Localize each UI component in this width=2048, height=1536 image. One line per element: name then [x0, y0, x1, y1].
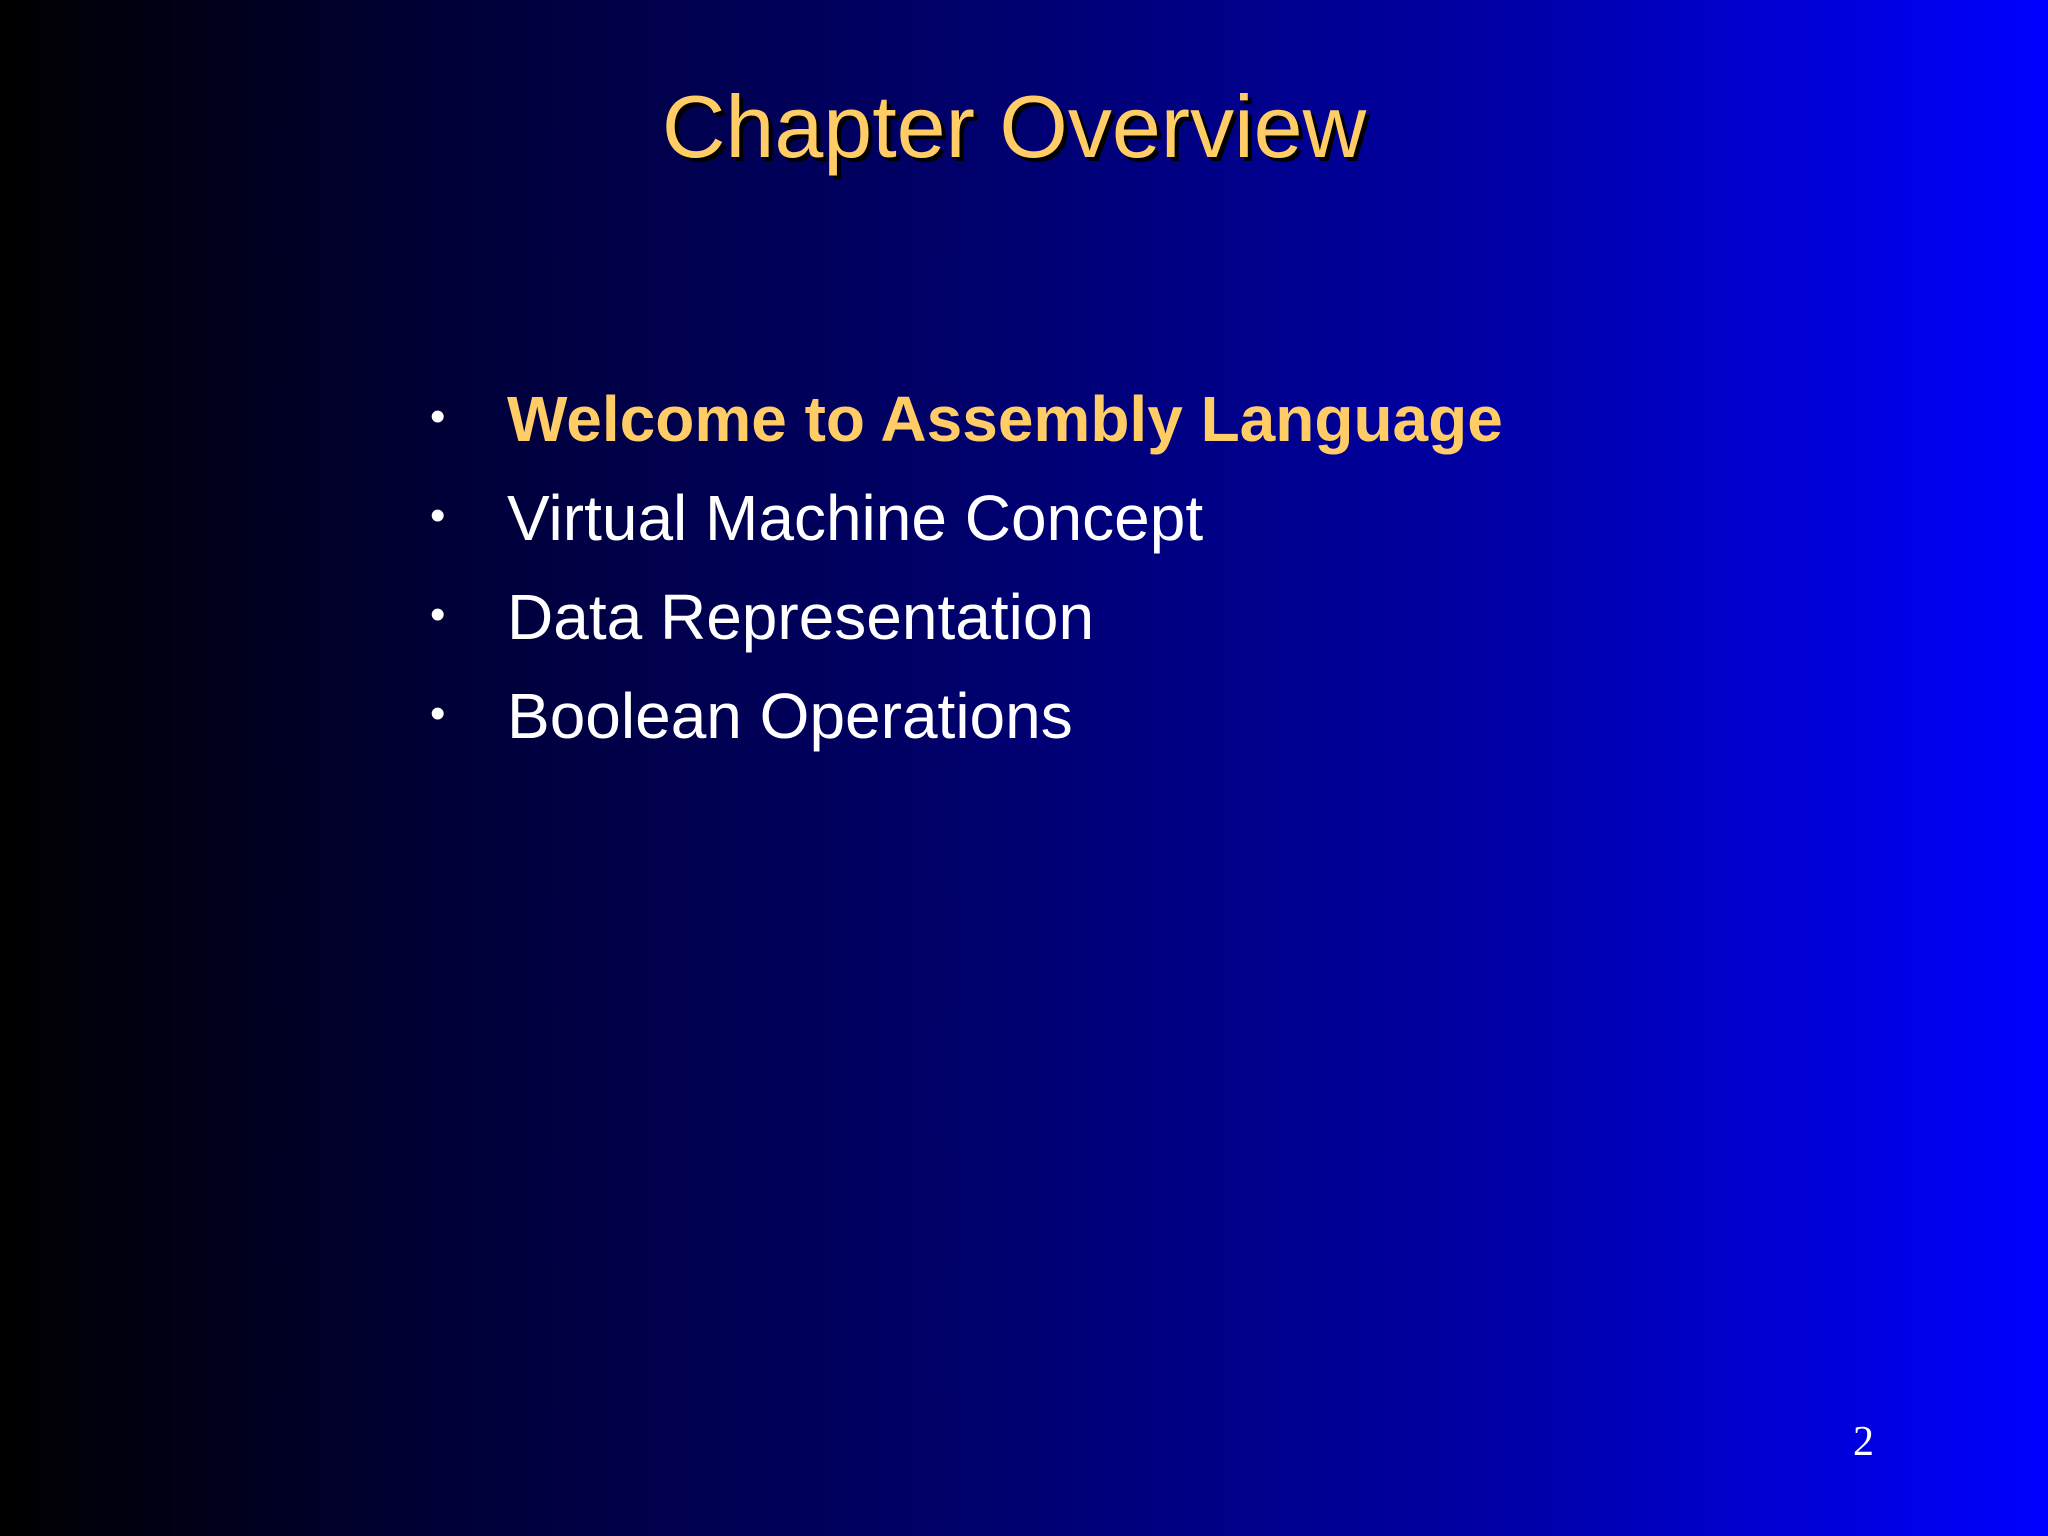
bullet-icon: •	[430, 590, 446, 639]
bullet-text: Welcome to Assembly Language	[507, 383, 1503, 455]
bullet-icon: •	[430, 689, 446, 738]
bullet-item-welcome	[430, 370, 1503, 469]
bullet-list	[430, 370, 1503, 766]
slide-title: Chapter Overview	[661, 77, 1367, 176]
bullet-item-data-representation	[430, 568, 1503, 667]
bullet-item-virtual-machine	[430, 469, 1503, 568]
bullet-icon: •	[430, 392, 446, 441]
bullet-text: Virtual Machine Concept	[507, 482, 1204, 554]
bullet-item-boolean-operations	[430, 667, 1503, 766]
bullet-icon: •	[430, 491, 446, 540]
bullet-text: Data Representation	[507, 581, 1095, 653]
page-number: 2	[1853, 1419, 1874, 1465]
bullet-text: Boolean Operations	[507, 680, 1073, 752]
